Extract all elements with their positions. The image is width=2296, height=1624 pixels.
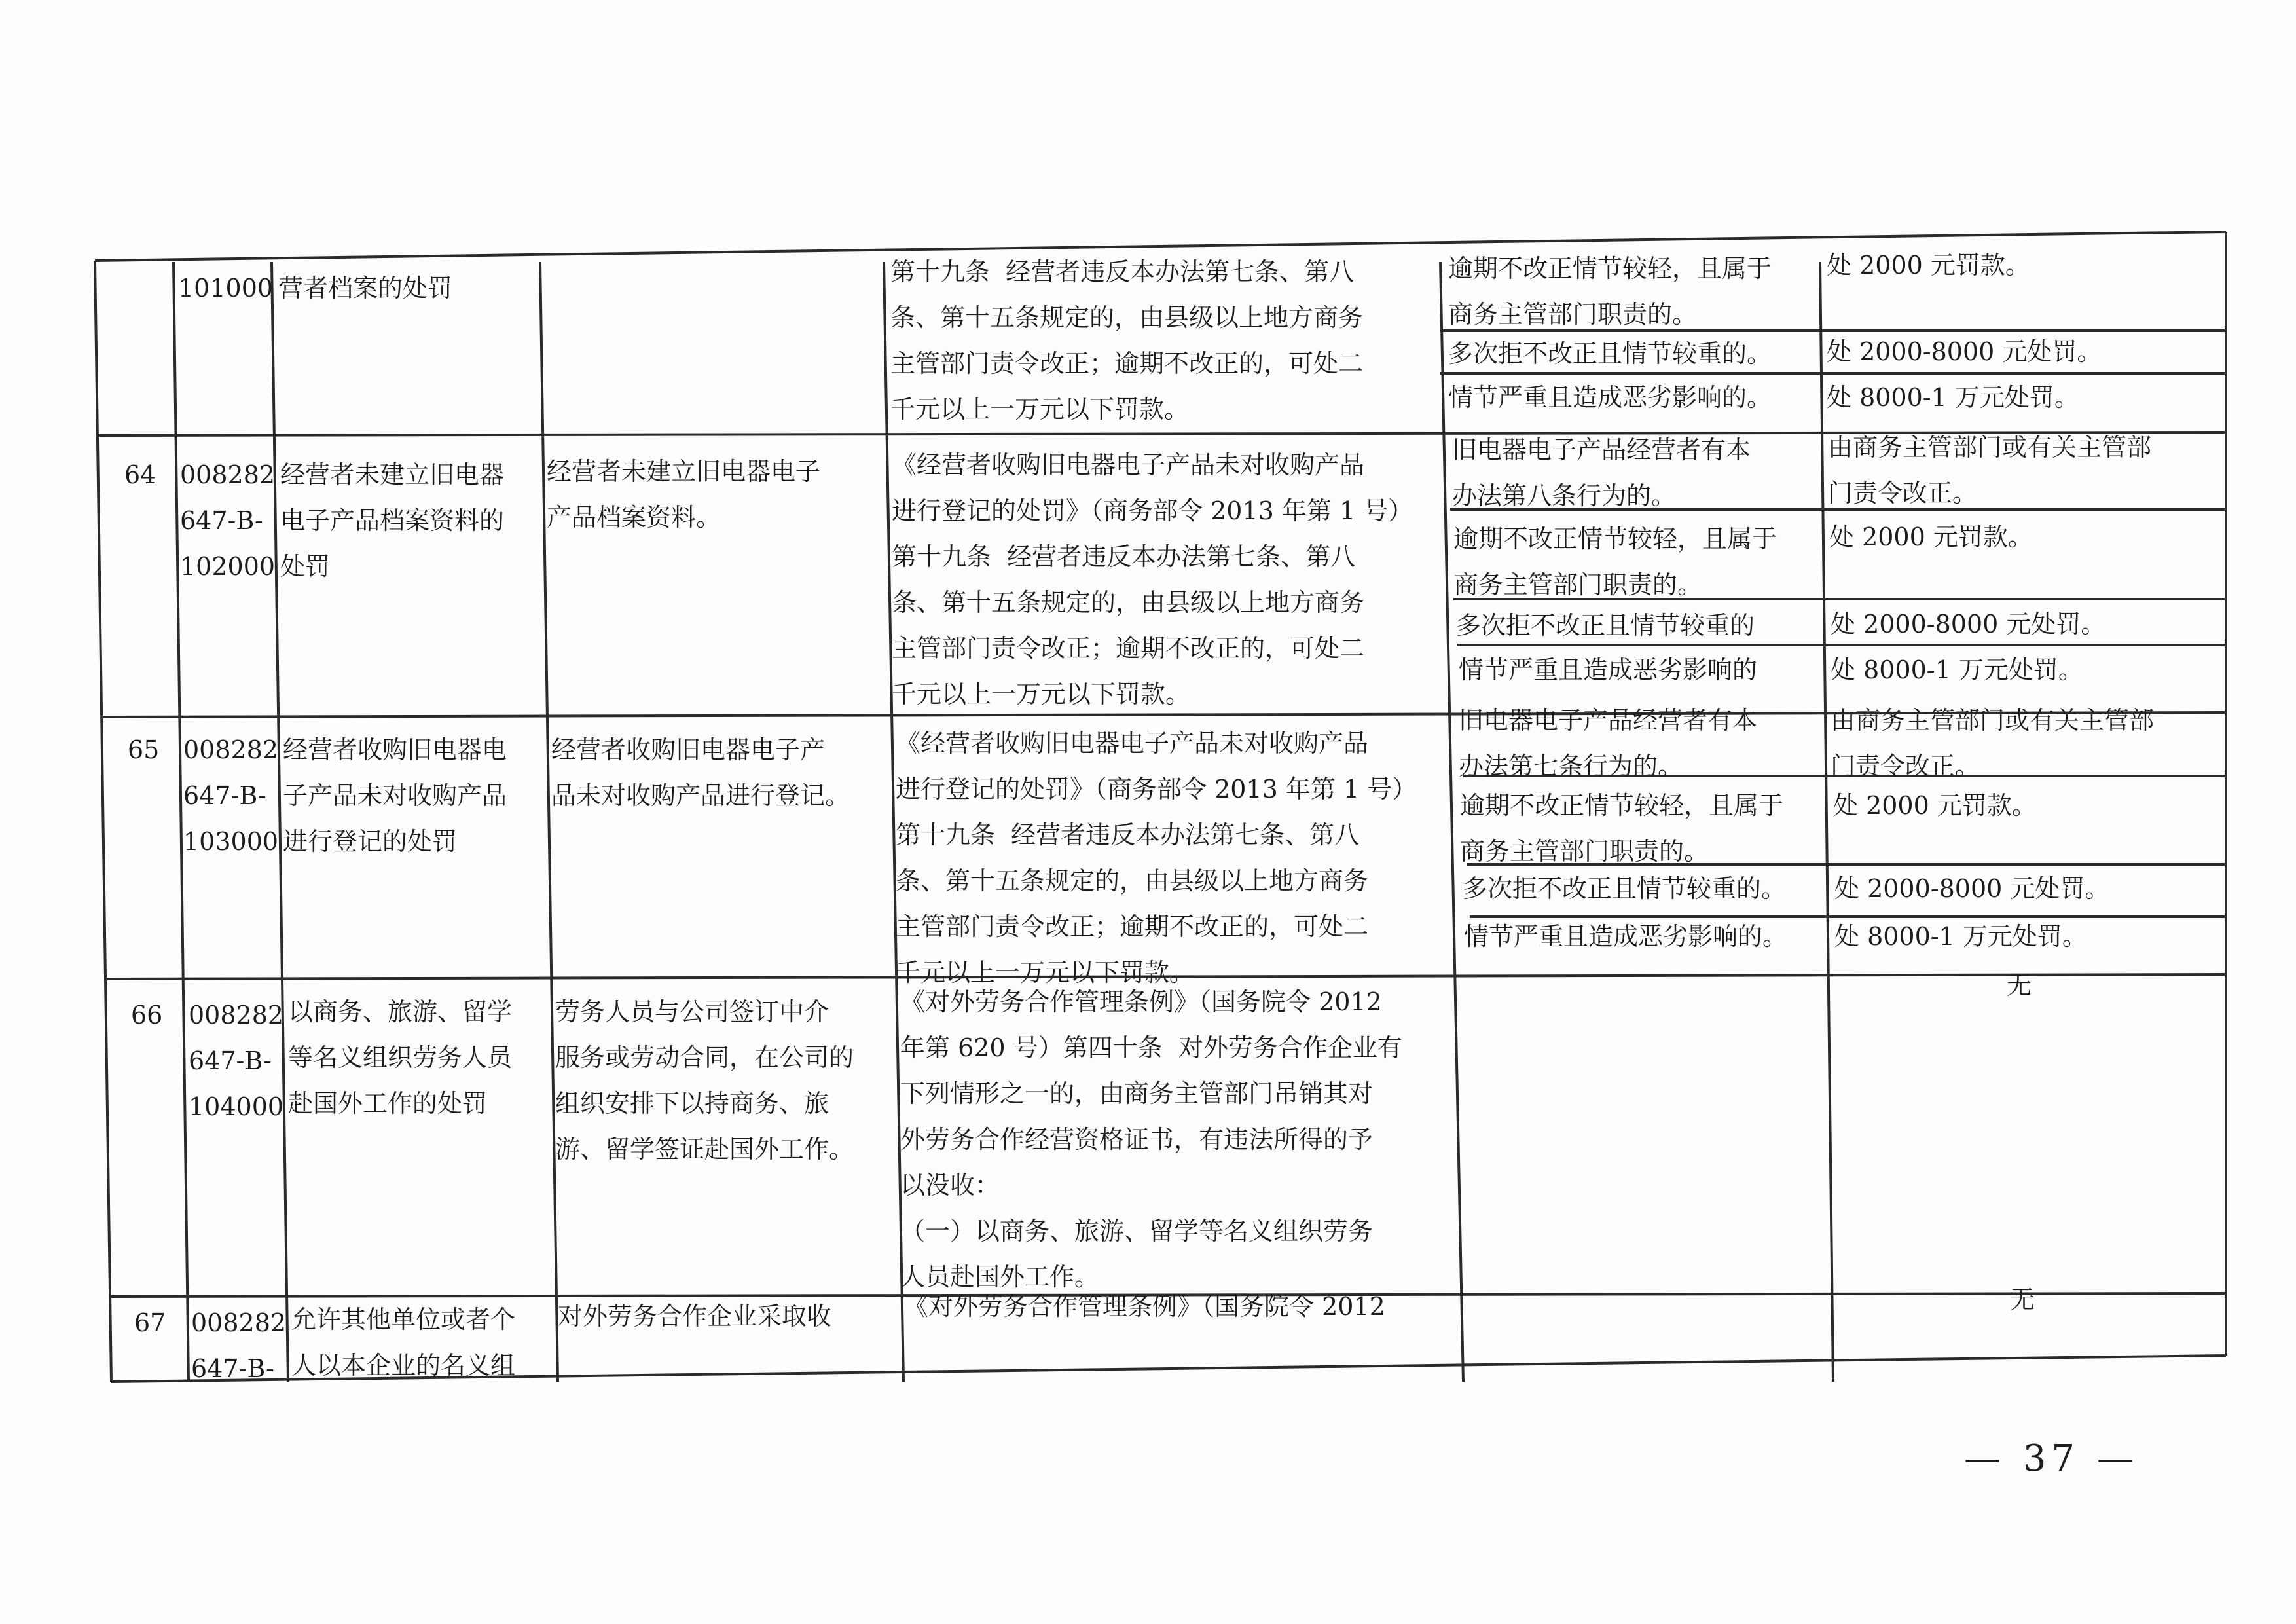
row-standard: 处 2000 元罚款。 bbox=[1827, 251, 2030, 280]
row-behavior: 对外劳务合作企业采取收 bbox=[558, 1302, 832, 1331]
row-item: 经营者收购旧电器电 子产品未对收购产品 进行登记的处罚 bbox=[283, 735, 507, 856]
row-number: 65 bbox=[128, 735, 160, 764]
row-number: 66 bbox=[131, 1001, 163, 1029]
row-behavior: 经营者未建立旧电器电子 产品档案资料。 bbox=[547, 457, 821, 532]
row-standard: 处 8000-1 万元处罚。 bbox=[1827, 383, 2079, 412]
row-behavior: 劳务人员与公司签订中介 服务或劳动合同，在公司的 组织安排下以持商务、旅 游、留学签证赴国外工作。 bbox=[555, 997, 854, 1164]
row-standard: 无 bbox=[2010, 1285, 2035, 1314]
row-standard: 处 2000-8000 元处罚。 bbox=[1834, 874, 2110, 903]
row-basis: 《对外劳务合作管理条例》（国务院令 2012 年第 620 号）第四十条 对外劳务合作企业有 下列情形之一的，由商务主管部门吊销其对 外劳务合作经营资格证书，有违法所得的予 以没收： （一）以商务、旅游、留学等名义组织劳务 人员赴国外工作。 bbox=[900, 987, 1402, 1291]
row-item: 允许其他单位或者个 人以本企业的名义组 bbox=[291, 1305, 516, 1380]
row-standard: 处 2000-8000 元处罚。 bbox=[1827, 337, 2102, 366]
row-basis: 《对外劳务合作管理条例》（国务院令 2012 bbox=[903, 1292, 1385, 1321]
row-circumstance: 情节严重且造成恶劣影响的。 bbox=[1464, 922, 1788, 951]
row-number: 67 bbox=[134, 1308, 166, 1337]
row-item: 以商务、旅游、留学 等名义组织劳务人员 赴国外工作的处罚 bbox=[288, 997, 513, 1118]
row-number: 64 bbox=[124, 460, 156, 489]
row-circumstance: 旧电器电子产品经营者有本 办法第七条行为的。 bbox=[1459, 706, 1758, 781]
row-basis: 第十九条 经营者违反本办法第七条、第八 条、第十五条规定的，由县级以上地方商务 主管部门责令改正；逾期不改正的，可处二 千元以上一万元以下罚款。 bbox=[890, 257, 1364, 424]
row-circumstance: 逾期不改正情节较轻，且属于 商务主管部门职责的。 bbox=[1453, 525, 1777, 599]
row-circumstance: 逾期不改正情节较轻，且属于 商务主管部门职责的。 bbox=[1460, 791, 1784, 866]
page-number: — 37 — bbox=[1964, 1437, 2139, 1480]
row-circumstance: 多次拒不改正且情节较重的。 bbox=[1448, 339, 1772, 368]
row-circumstance: 情节严重且造成恶劣影响的 bbox=[1459, 655, 1758, 684]
row-circumstance: 逾期不改正情节较轻，且属于 商务主管部门职责的。 bbox=[1448, 254, 1772, 329]
row-standard: 处 8000-1 万元处罚。 bbox=[1834, 922, 2087, 951]
row-code: 008282 647-B- bbox=[191, 1308, 287, 1383]
row-basis: 《经营者收购旧电器电子产品未对收购产品 进行登记的处罚》（商务部令 2013 年第 1 号） 第十九条 经营者违反本办法第七条、第八 条、第十五条规定的，由县级以上地方商务 主管部门责令改正；逾期不改正的，可处二 千元以上一万元以下罚款。 bbox=[896, 729, 1417, 987]
row-behavior: 经营者收购旧电器电子产 品未对收购产品进行登记。 bbox=[551, 735, 850, 810]
row-standard: 处 2000-8000 元处罚。 bbox=[1831, 610, 2106, 638]
row-standard: 无 bbox=[2007, 971, 2032, 1000]
row-circumstance: 多次拒不改正且情节较重的 bbox=[1456, 611, 1755, 640]
row-code: 008282 647-B- 102000 bbox=[180, 460, 276, 581]
row-standard: 由商务主管部门或有关主管部 门责令改正。 bbox=[1828, 433, 2152, 507]
row-code: 008282 647-B- 103000 bbox=[183, 735, 279, 856]
row-circumstance: 旧电器电子产品经营者有本 办法第八条行为的。 bbox=[1452, 435, 1751, 510]
row-standard: 处 2000 元罚款。 bbox=[1833, 791, 2037, 820]
row-standard: 由商务主管部门或有关主管部 门责令改正。 bbox=[1831, 706, 2155, 781]
row-item: 营者档案的处罚 bbox=[278, 274, 453, 303]
row-basis: 《经营者收购旧电器电子产品未对收购产品 进行登记的处罚》（商务部令 2013 年第 1 号） 第十九条 经营者违反本办法第七条、第八 条、第十五条规定的，由县级以上地方商务 主管部门责令改正；逾期不改正的，可处二 千元以上一万元以下罚款。 bbox=[892, 451, 1413, 709]
row-item: 经营者未建立旧电器 电子产品档案资料的 处罚 bbox=[280, 460, 505, 581]
row-standard: 处 2000 元罚款。 bbox=[1829, 523, 2033, 551]
row-code: 101000 bbox=[178, 274, 274, 303]
row-circumstance: 情节严重且造成恶劣影响的。 bbox=[1448, 383, 1772, 412]
row-circumstance: 多次拒不改正且情节较重的。 bbox=[1463, 874, 1787, 903]
row-standard: 处 8000-1 万元处罚。 bbox=[1831, 655, 2083, 684]
row-code: 008282 647-B- 104000 bbox=[189, 1001, 284, 1121]
